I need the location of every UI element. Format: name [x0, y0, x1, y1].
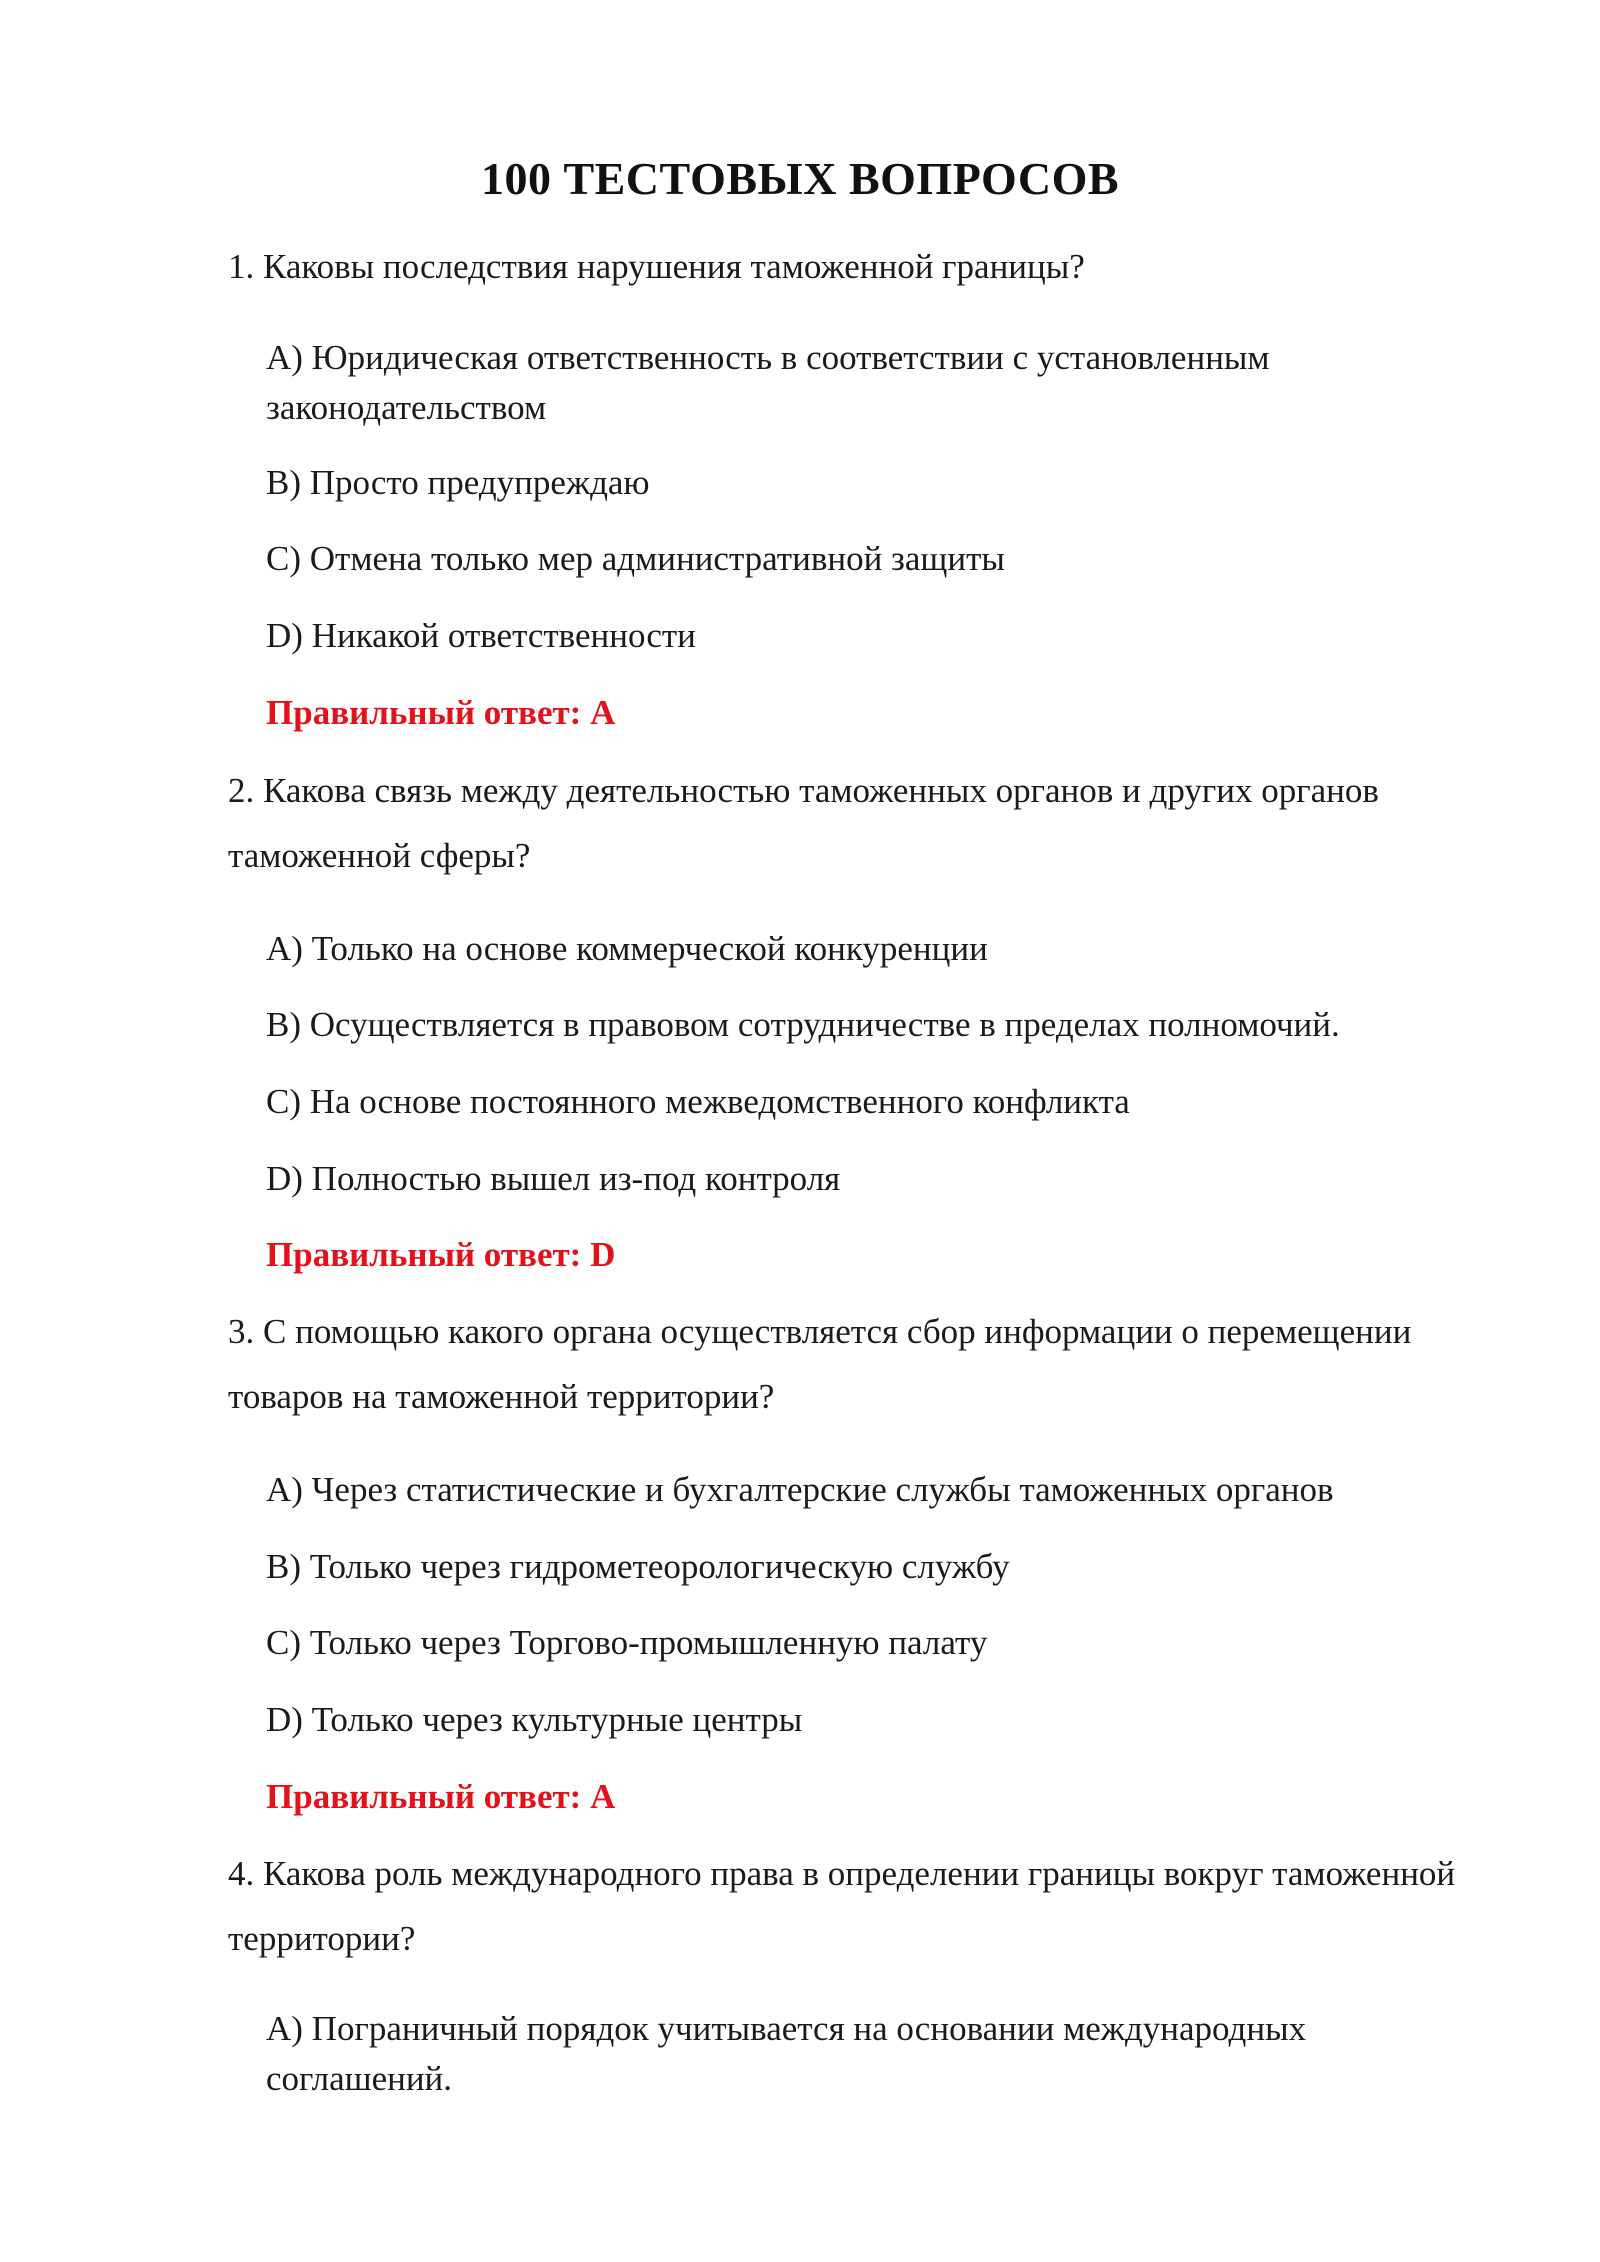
question-3-answer: Правильный ответ: A [266, 1777, 616, 1816]
question-3-option-c: C) Только через Торгово-промышленную палату [266, 1623, 988, 1662]
question-3-option-d: D) Только через культурные центры [266, 1700, 803, 1739]
question-2: 2. Какова связь между деятельностью таможенных органов и других органов таможенной сферы? [228, 771, 1379, 875]
question-2-option-d: D) Полностью вышел из-под контроля [266, 1159, 841, 1198]
question-2-option-b: B) Осуществляется в правовом сотрудничестве в пределах полномочий. [266, 1005, 1340, 1044]
question-4-option-a: A) Пограничный порядок учитывается на основании международных соглашений. [266, 2009, 1307, 2098]
question-1: 1. Каковы последствия нарушения таможенной границы? [228, 247, 1085, 286]
question-1-answer: Правильный ответ: A [266, 693, 616, 732]
question-1-option-a: A) Юридическая ответственность в соответствии с установленным законодательством [266, 338, 1270, 427]
question-2-answer: Правильный ответ: D [266, 1235, 616, 1274]
page-title: 100 ТЕСТОВЫХ ВОПРОСОВ [480, 153, 1120, 204]
question-3-option-a: A) Через статистические и бухгалтерские службы таможенных органов [266, 1470, 1334, 1509]
question-3-option-b: B) Только через гидрометеорологическую службу [266, 1547, 1010, 1586]
question-4: 4. Какова роль международного права в определении границы вокруг таможенной территории? [228, 1854, 1456, 1958]
question-2-option-c: C) На основе постоянного межведомственного конфликта [266, 1082, 1130, 1121]
question-3: 3. С помощью какого органа осуществляется сбор информации о перемещении товаров на таможенной территории? [228, 1312, 1412, 1416]
question-1-option-b: B) Просто предупреждаю [266, 463, 650, 502]
question-1-option-d: D) Никакой ответственности [266, 616, 696, 655]
question-1-option-c: C) Отмена только мер административной защиты [266, 539, 1005, 578]
question-2-option-a: A) Только на основе коммерческой конкуренции [266, 929, 988, 968]
